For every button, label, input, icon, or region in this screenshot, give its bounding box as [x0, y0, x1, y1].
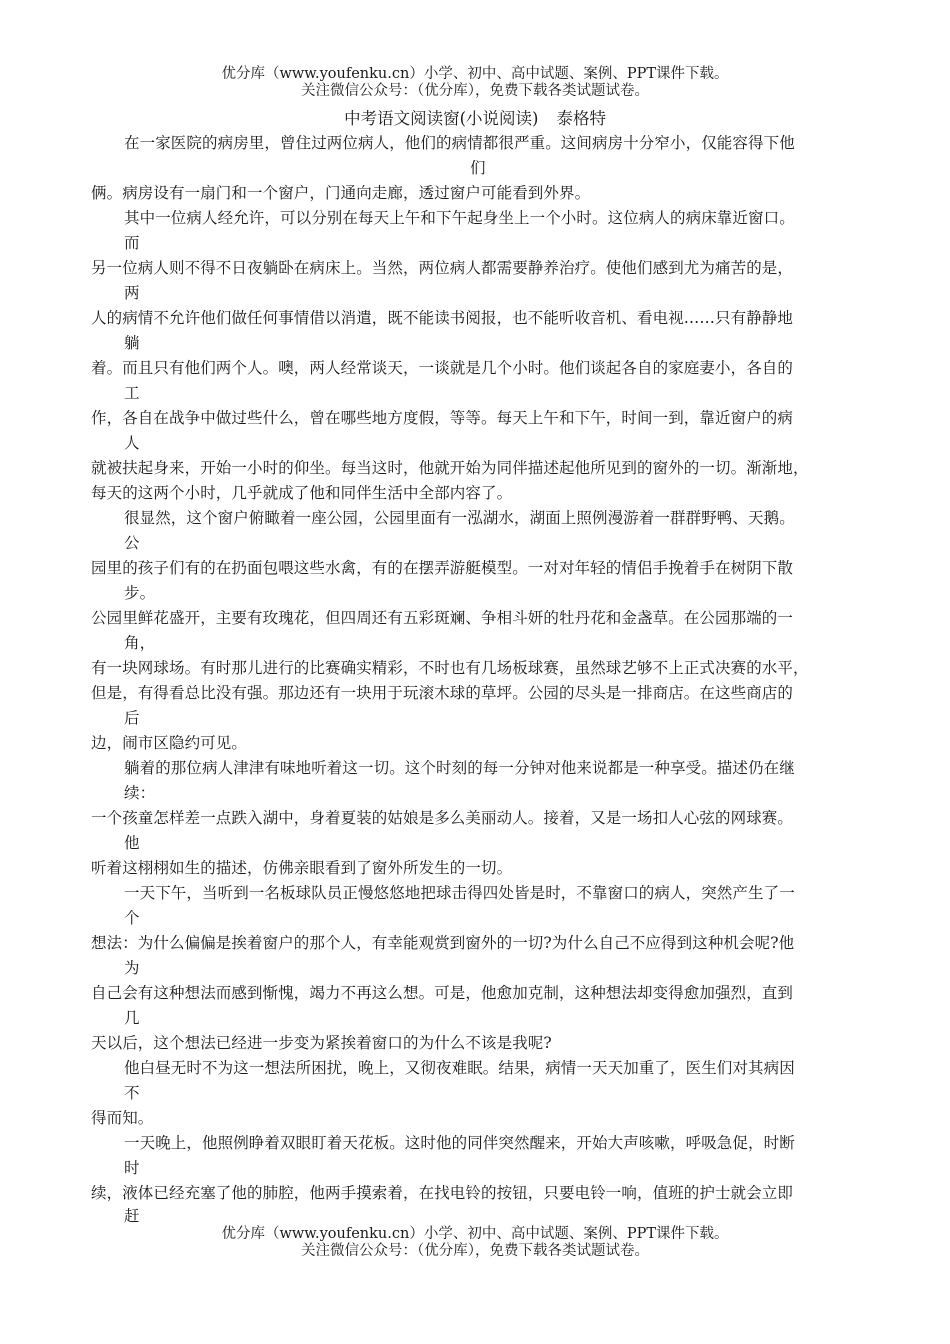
text-line: 而 — [124, 234, 140, 252]
author-name: 泰格特 — [556, 109, 606, 128]
text-line: 赶 — [124, 1207, 140, 1225]
text-line: 一天下午，当听到一名板球队员正慢悠悠地把球击得四处皆是时，不靠窗口的病人，突然产生了一 — [124, 884, 795, 902]
text-line: 其中一位病人经允许，可以分别在每天上午和下午起身坐上一个小时。这位病人的病床靠近窗口。 — [124, 209, 795, 227]
text-line: 个 — [124, 909, 140, 927]
text-line: 们 — [470, 159, 486, 177]
text-line: 工 — [124, 384, 140, 402]
text-line: 几 — [124, 1009, 140, 1027]
text-line: 后 — [124, 709, 140, 727]
text-line: 步。 — [124, 584, 156, 602]
text-line: 人的病情不允许他们做任何事情借以消遣，既不能读书阅报，也不能听收音机、看电视……只有静静地 — [91, 309, 794, 327]
text-line: 作，各自在战争中做过些什么，曾在哪些地方度假，等等。每天上午和下午，时间一到，靠近窗户的病 — [91, 409, 794, 427]
text-line: 边，闹市区隐约可见。 — [91, 734, 248, 752]
text-line: 躺着的那位病人津津有味地听着这一切。这个时刻的每一分钟对他来说都是一种享受。描述仍在继 — [124, 759, 795, 777]
page-header — [0, 66, 950, 100]
text-line: 为 — [124, 959, 140, 977]
text-line: 另一位病人则不得不日夜躺卧在病床上。当然，两位病人都需要静养治疗。使他们感到尤为痛苦的是， — [91, 259, 794, 277]
text-line: 一天晚上，他照例睁着双眼盯着天花板。这时他的同伴突然醒来，开始大声咳嗽，呼吸急促，时断 — [124, 1134, 795, 1152]
text-line: 就被扶起身来，开始一小时的仰坐。每当这时，他就开始为同伴描述起他所见到的窗外的一切。渐渐地， — [91, 459, 809, 477]
article-title — [0, 108, 950, 130]
text-line: 俩。病房设有一扇门和一个窗户，门通向走廊，透过窗户可能看到外界。 — [91, 184, 591, 202]
text-line: 想法：为什么偏偏是挨着窗户的那个人，有幸能观赏到窗外的一切?为什么自己不应得到这种机会呢?他 — [91, 934, 795, 952]
text-line: 躺 — [124, 334, 140, 352]
text-line: 一个孩童怎样差一点跌入湖中，身着夏装的姑娘是多么美丽动人。接着，又是一场扣人心弦的网球赛。 — [91, 809, 794, 827]
text-line: 公 — [124, 534, 140, 552]
text-line: 角， — [124, 634, 156, 652]
text-line: 但是，有得看总比没有强。那边还有一块用于玩滚木球的草坪。公园的尽头是一排商店。在这些商店的 — [91, 684, 794, 702]
text-line: 不 — [124, 1084, 140, 1102]
text-line: 很显然，这个窗户俯瞰着一座公园，公园里面有一泓湖水，湖面上照例漫游着一群群野鸭、天鹅。 — [124, 509, 795, 527]
text-line: 园里的孩子们有的在扔面包喂这些水禽，有的在摆弄游艇模型。一对对年轻的情侣手挽着手在树阴下散 — [91, 559, 794, 577]
text-line: 着。而且只有他们两个人。噢，两人经常谈天，一谈就是几个小时。他们谈起各自的家庭妻小，各自的 — [91, 359, 794, 377]
text-line: 自己会有这种想法而感到惭愧，竭力不再这么想。可是，他愈加克制，这种想法却变得愈加强烈，直到 — [91, 984, 794, 1002]
text-line: 人 — [124, 434, 140, 452]
title-text: 中考语文阅读窗(小说阅读) — [344, 109, 539, 128]
page-footer — [0, 1226, 950, 1260]
text-line: 得而知。 — [91, 1109, 154, 1127]
header-wechat-line: 关注微信公众号：（优分库），免费下载各类试题试卷。 — [301, 83, 649, 99]
text-line: 有一块网球场。有时那儿进行的比赛确实精彩，不时也有几场板球赛，虽然球艺够不上正式决赛的水平， — [91, 659, 809, 677]
text-line: 他 — [124, 834, 140, 852]
text-line: 每天的这两个小时，几乎就成了他和同伴生活中全部内容了。 — [91, 484, 513, 502]
footer-site-line: 优分库（www.youfenku.cn）小学、初中、高中试题、案例、PPT课件下载。 — [221, 1226, 729, 1242]
text-line: 他白昼无时不为这一想法所困扰，晚上，又彻夜难眠。结果，病情一天天加重了，医生们对其病因 — [124, 1059, 795, 1077]
text-line: 续，液体已经充塞了他的肺腔，他两手摸索着，在找电铃的按钮，只要电铃一响，值班的护士就会立即 — [91, 1184, 794, 1202]
text-line: 续： — [124, 784, 156, 802]
text-line: 在一家医院的病房里，曾住过两位病人，他们的病情都很严重。这间病房十分窄小，仅能容得下他 — [124, 134, 795, 152]
footer-wechat-line: 关注微信公众号：（优分库），免费下载各类试题试卷。 — [301, 1243, 649, 1259]
header-site-line: 优分库（www.youfenku.cn）小学、初中、高中试题、案例、PPT课件下载。 — [221, 66, 729, 82]
text-line: 时 — [124, 1159, 140, 1177]
text-line: 两 — [124, 284, 140, 302]
text-line: 天以后，这个想法已经进一步变为紧挨着窗口的为什么不该是我呢? — [91, 1034, 552, 1052]
text-line: 公园里鲜花盛开，主要有玫瑰花，但四周还有五彩斑斓、争相斗妍的牡丹花和金盏草。在公园那端的一 — [91, 609, 794, 627]
text-line: 听着这栩栩如生的描述，仿佛亲眼看到了窗外所发生的一切。 — [91, 859, 513, 877]
